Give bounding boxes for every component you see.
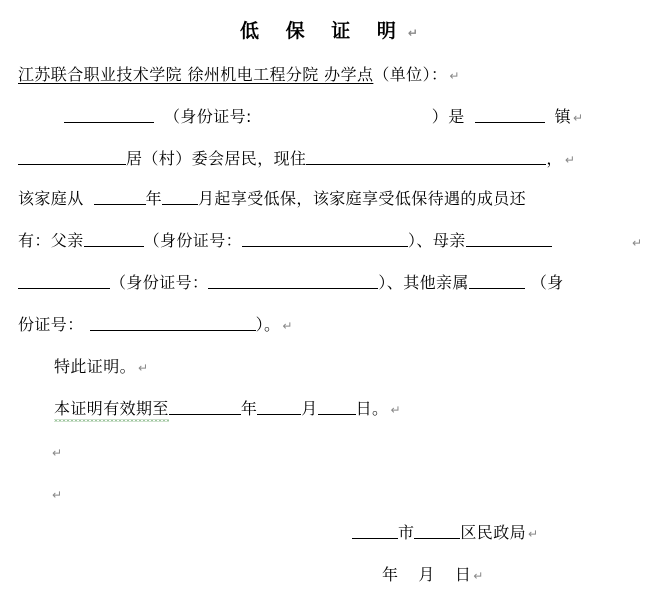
paragraph-mark: ↵ (632, 236, 643, 250)
blank-mother-name-cont[interactable] (18, 272, 110, 289)
mother-label: ）、母亲 (408, 231, 466, 250)
valid-month-label: 月 (301, 399, 318, 418)
document-title (240, 20, 418, 42)
date-year: 年 (382, 565, 399, 584)
blank-mother-id[interactable] (208, 272, 378, 289)
line-signature (352, 522, 538, 544)
blank-name[interactable] (64, 106, 154, 123)
blank-valid-day[interactable] (318, 398, 356, 415)
paragraph-mark: ↵ (449, 69, 460, 83)
title-text: 低 保 证 明 (240, 20, 406, 42)
committee-label: 居（村）委会居民，现住 (126, 149, 307, 168)
year-label: 年 (145, 189, 163, 208)
comma: ， (546, 149, 563, 168)
paragraph-mark: ↵ (473, 569, 484, 583)
town-label: 镇 (554, 107, 572, 126)
line-resident-id (18, 106, 583, 128)
valid-day-label: 日。 (355, 399, 389, 418)
paragraph-mark: ↵ (282, 319, 293, 333)
id-label: （身份证号: (164, 107, 252, 126)
date-month: 月 (418, 565, 435, 584)
blank-start-year[interactable] (94, 188, 146, 205)
blank-relative-id[interactable] (90, 314, 256, 331)
validity-label: 本证明有效期至 (54, 398, 169, 422)
blank-address[interactable] (306, 148, 546, 165)
line-relative-id (18, 314, 292, 336)
blank-father-id[interactable] (242, 230, 408, 247)
month-clause: 月起享受低保，该家庭享受低保待遇的成员还 (198, 189, 527, 208)
valid-year-label: 年 (240, 399, 258, 418)
date-day: 日 (454, 565, 472, 584)
district-office: 区民政局 (460, 523, 527, 542)
line-validity (54, 398, 401, 420)
line-mother-id (18, 272, 564, 294)
city-label: 市 (398, 523, 415, 542)
paragraph-mark: ↵ (564, 153, 575, 167)
blank-relative-name[interactable] (469, 272, 525, 289)
blank-valid-month[interactable] (257, 398, 301, 415)
institution-name: 江苏联合职业技术学院 徐州机电工程分院 办学点 (18, 65, 374, 84)
paragraph-mark: ↵ (138, 361, 149, 375)
blank-mother-name[interactable] (466, 230, 552, 247)
others-label: ）、其他亲属 (378, 273, 469, 292)
id-label: （身份证号： (143, 231, 243, 250)
paragraph-mark: ↵ (52, 446, 63, 460)
blank-town[interactable] (475, 106, 545, 123)
blank-id-number[interactable] (252, 106, 432, 123)
blank-district[interactable] (414, 522, 460, 539)
paragraph-mark: ↵ (528, 527, 539, 541)
id-label: （身份证号： (110, 273, 209, 292)
blank-father-name[interactable] (84, 230, 144, 247)
line-committee (18, 148, 575, 170)
from-label: 该家庭从 (18, 189, 84, 208)
blank-community[interactable] (18, 148, 126, 165)
line-start-date (18, 188, 526, 210)
paragraph-mark: ↵ (52, 488, 63, 502)
blank-valid-year[interactable] (169, 398, 241, 415)
unit-label: （单位）： (373, 65, 448, 84)
paragraph-mark: ↵ (407, 26, 418, 40)
id-label-end: 份证号： (18, 315, 84, 334)
special-text: 特此证明。 (54, 357, 137, 376)
blank-city[interactable] (352, 522, 398, 539)
father-label: 有：父亲 (18, 231, 84, 250)
line-special (54, 356, 148, 378)
is-label: ）是 (431, 107, 465, 126)
closing-paren: ）。 (255, 315, 281, 334)
blank-start-month[interactable] (162, 188, 198, 205)
paragraph-mark: ↵ (573, 111, 584, 125)
address-line (18, 64, 459, 86)
paragraph-mark: ↵ (390, 403, 401, 417)
id-label-start: （身 (530, 273, 564, 292)
line-father-mother (18, 230, 552, 252)
line-date (382, 564, 483, 586)
